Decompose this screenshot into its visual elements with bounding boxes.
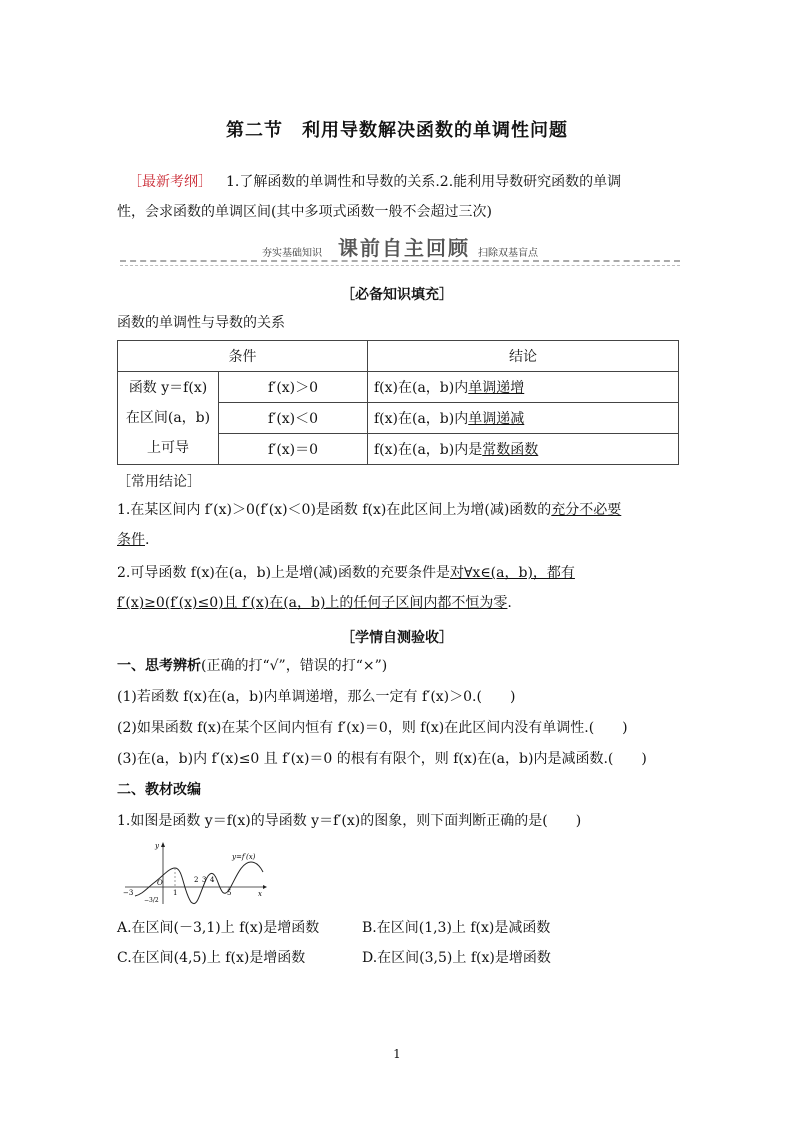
option-b: B.在区间(1,3)上 f(x)是减函数: [362, 920, 551, 936]
common-2-text: 2.可导函数 f(x)在(a，b)上是增(减)函数的充要条件是: [117, 565, 450, 581]
common-2-answer-cont: f′(x)≥0(f′(x)≤0)且 f′(x)在(a，b)上的任何子区间内都不恒为零: [117, 595, 508, 611]
conclusion-answer: 常数函数: [482, 442, 539, 458]
condition-line-1: 函数 y＝f(x): [128, 380, 208, 396]
question-3: (3)在(a，b)内 f′(x)≤0 且 f′(x)＝0 的根有有限个，则 f(x)在(a，b)内是减函数.( ): [117, 751, 647, 767]
tick-label: 2: [194, 876, 199, 884]
curve-label: y=f′(x): [232, 853, 256, 861]
condition-cell: [118, 372, 219, 465]
header-conclusion: 结论: [368, 341, 679, 372]
tick-label: −3: [123, 889, 134, 897]
outline-text-1: 1.了解函数的单调性和导数的关系.2.能利用导数研究函数的单调: [226, 174, 622, 190]
conclusion-prefix: f(x)在(a，b)内是: [374, 442, 483, 458]
part1-heading-text: 一、思考辨析: [117, 658, 201, 674]
derivative-graph: [117, 838, 277, 908]
common-1-answer-cont: 条件: [117, 532, 145, 548]
conclusion-cell: [368, 434, 679, 465]
conclusion-cell: [368, 403, 679, 434]
outline-line-1: [128, 172, 621, 192]
table-title: 函数的单调性与导数的关系: [117, 315, 285, 331]
outline-tag: ［最新考纲］: [128, 174, 212, 190]
conclusion-answer: 单调递增: [468, 380, 525, 396]
exercise-1: 1.如图是函数 y＝f(x)的导函数 y＝f′(x)的图象，则下面判断正确的是( ): [117, 813, 582, 829]
question-1: (1)若函数 f(x)在(a，b)内单调递增，那么一定有 f′(x)＞0.( ): [117, 689, 516, 705]
common-conclusion-2b: [117, 593, 512, 613]
condition-line-3: 上可导: [147, 440, 189, 456]
part1-heading: [117, 656, 387, 676]
tick-label: 3: [202, 876, 207, 884]
section-heading-knowledge: ［必备知识填充］: [341, 287, 453, 303]
page-number: 1: [393, 1047, 401, 1061]
question-2: (2)如果函数 f(x)在某个区间内恒有 f′(x)＝0，则 f(x)在此区间内没有单调性.( ): [117, 720, 628, 736]
banner-main: 课前自主回顾: [338, 236, 470, 260]
page-title: 第二节 利用导数解决函数的单调性问题: [226, 120, 568, 141]
x-axis-arrow: [263, 885, 267, 889]
tick-label: −3/2: [144, 897, 159, 904]
y-axis-arrow: [161, 842, 165, 847]
option-c: C.在区间(4,5)上 f(x)是增函数: [117, 950, 306, 966]
section-banner: [120, 232, 680, 262]
banner-right: 扫除双基盲点: [478, 248, 538, 259]
tick-label: 1: [173, 889, 178, 897]
tick-label: 4: [210, 876, 215, 884]
part2-heading: 二、教材改编: [117, 782, 201, 798]
x-label: x: [258, 890, 262, 898]
banner-divider: [120, 260, 680, 262]
condition-line-2: 在区间(a，b): [125, 410, 211, 426]
common-conclusion-1a: [117, 500, 621, 520]
common-1-answer: 充分不必要: [551, 502, 622, 518]
common-conclusion-tag: ［常用结论］: [117, 474, 201, 490]
common-1-text: 1.在某区间内 f′(x)＞0(f′(x)＜0)是函数 f(x)在此区间上为增(减)函数的: [117, 502, 552, 518]
conclusion-answer: 单调递减: [468, 411, 525, 427]
table-header-row: [118, 341, 679, 372]
table-row: [118, 372, 679, 403]
common-conclusion-2a: [117, 563, 575, 583]
section-heading-selftest: ［学情自测验收］: [341, 630, 453, 646]
outline-text-2: 性，会求函数的单调区间(其中多项式函数一般不会超过三次): [117, 204, 492, 220]
conclusion-cell: [368, 372, 679, 403]
origin-label: O: [157, 879, 163, 887]
derivative-cell: f′(x)＞0: [219, 372, 368, 403]
y-label: y: [155, 842, 159, 850]
conclusion-prefix: f(x)在(a，b)内: [374, 380, 469, 396]
common-2-answer: 对∀x∈(a，b)，都有: [449, 565, 575, 581]
tick-label: 5: [227, 889, 232, 897]
part1-heading-note: (正确的打“√”，错误的打“×”): [201, 658, 388, 674]
header-condition: 条件: [118, 341, 368, 372]
derivative-cell: f′(x)＜0: [219, 403, 368, 434]
common-conclusion-1b: [117, 530, 149, 550]
option-d: D.在区间(3,5)上 f(x)是增函数: [362, 950, 551, 966]
banner-divider-2: [120, 265, 680, 266]
common-1-suffix: .: [145, 532, 150, 548]
banner-left: 夯实基础知识: [262, 248, 322, 259]
common-2-suffix: .: [507, 595, 512, 611]
conclusion-prefix: f(x)在(a，b)内: [374, 411, 469, 427]
derivative-monotonicity-table: [117, 340, 679, 465]
derivative-cell: f′(x)＝0: [219, 434, 368, 465]
option-a: A.在区间(－3,1)上 f(x)是增函数: [117, 920, 320, 936]
